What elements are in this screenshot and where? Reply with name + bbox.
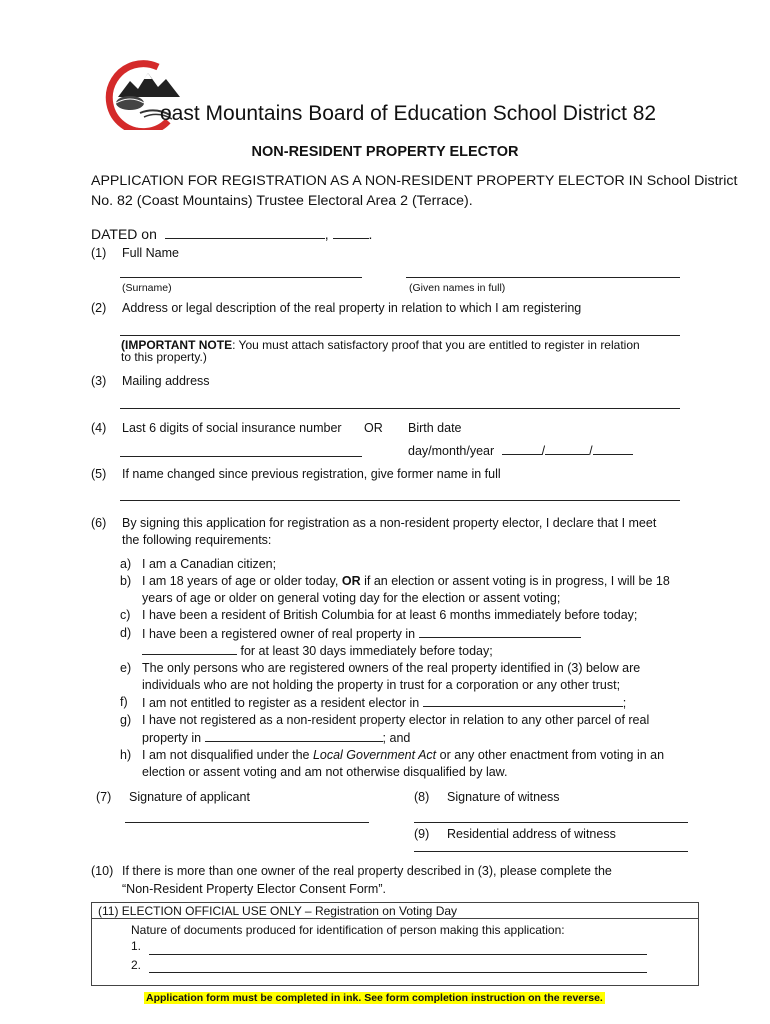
req-c-letter: c): [120, 608, 131, 622]
mailing-address-field[interactable]: [120, 408, 680, 409]
document-1-number: 1.: [131, 939, 142, 953]
important-note-label: (IMPORTANT NOTE: [121, 338, 233, 352]
document-1-field[interactable]: [149, 954, 647, 955]
item-9-number: (9): [414, 827, 430, 841]
req-b-text: [142, 574, 670, 588]
document-2-field[interactable]: [149, 972, 647, 973]
surname-field[interactable]: [120, 277, 362, 278]
item-4-number: (4): [91, 421, 107, 435]
surname-caption: (Surname): [122, 282, 172, 294]
date-slash-2: /: [589, 444, 593, 458]
nature-of-documents-label: Nature of documents produced for identification of person making this application:: [131, 923, 565, 937]
req-d-part-1: I have been a registered owner of real property in: [142, 627, 416, 641]
item-1-number: (1): [91, 246, 107, 260]
req-b-line-2: years of age or older on general voting day for the election or assent voting;: [142, 591, 561, 605]
item-2-label: Address or legal description of the real property in relation to which I am registering: [122, 301, 582, 315]
req-f-text: [142, 695, 626, 710]
req-d-jurisdiction-field-2[interactable]: [142, 643, 237, 655]
req-d-text: [142, 626, 581, 641]
given-names-caption: (Given names in full): [409, 282, 506, 294]
item-10-line-2: “Non-Resident Property Elector Consent Form”.: [122, 882, 386, 896]
req-a-letter: a): [120, 557, 132, 571]
official-use-label: (11) ELECTION OFFICIAL USE ONLY – Registration on Voting Day: [98, 904, 458, 918]
birth-month-field[interactable]: [545, 443, 589, 455]
item-6-number: (6): [91, 516, 107, 530]
req-g-letter: g): [120, 713, 132, 727]
req-b-part-2: if an election or assent voting is in progress, I will be 18: [364, 574, 670, 588]
witness-signature-field[interactable]: [414, 822, 688, 823]
birth-day-field[interactable]: [502, 443, 542, 455]
official-use-box: [91, 902, 699, 986]
birth-date-label: Birth date: [408, 421, 462, 435]
important-note-text: : You must attach satisfactory proof that you are entitled to register in relation: [232, 338, 640, 352]
req-h-line-2: election or assent voting and am not otherwise disqualified by law.: [142, 765, 508, 779]
req-b-letter: b): [120, 574, 132, 588]
item-7-label: Signature of applicant: [129, 790, 250, 804]
item-5-label: If name changed since previous registration, give former name in full: [122, 467, 501, 481]
req-b-part-1: I am 18 years of age or older today,: [142, 574, 339, 588]
dated-year-field[interactable]: [333, 227, 369, 239]
item-10-line-1: If there is more than one owner of the real property described in (3), please complete the: [122, 864, 612, 878]
dated-date-field[interactable]: [165, 227, 325, 239]
req-e-letter: e): [120, 661, 132, 675]
birth-year-field[interactable]: [593, 443, 633, 455]
org-name: oast Mountains Board of Education School District 82: [160, 102, 657, 125]
req-h-act-name: Local Government Act: [312, 748, 437, 762]
document-2-number: 2.: [131, 958, 142, 972]
req-h-text: [142, 748, 664, 762]
dated-label: DATED on: [91, 226, 157, 242]
req-d-line-2: [142, 643, 493, 658]
req-h-letter: h): [120, 748, 132, 762]
item-4-or: OR: [364, 421, 383, 435]
item-7-number: (7): [96, 790, 112, 804]
item-6-line-1: By signing this application for registration as a non-resident property elector, I declare that I meet: [122, 516, 657, 530]
item-6-line-2: the following requirements:: [122, 533, 272, 547]
witness-address-field[interactable]: [414, 851, 688, 852]
req-c-text: I have been a resident of British Columbia for at least 6 months immediately before today;: [142, 608, 638, 622]
req-g-text: I have not registered as a non-resident property elector in relation to any other parcel of real: [142, 713, 650, 727]
item-9-label: Residential address of witness: [447, 827, 616, 841]
req-g-part-2: property in: [142, 731, 202, 745]
dated-period: .: [368, 226, 373, 242]
intro-line-2: No. 82 (Coast Mountains) Trustee Electoral Area 2 (Terrace).: [91, 193, 473, 209]
req-d-part-2: for at least 30 days immediately before today;: [240, 644, 493, 658]
req-f-letter: f): [120, 695, 128, 709]
form-title: NON-RESIDENT PROPERTY ELECTOR: [251, 144, 519, 160]
item-8-number: (8): [414, 790, 430, 804]
req-f-semicolon: ;: [622, 696, 627, 710]
footer-note: Application form must be completed in ink. See form completion instruction on the reverse.: [146, 992, 603, 1004]
item-10-number: (10): [91, 864, 114, 878]
dated-comma: ,: [324, 226, 329, 242]
req-a-text: I am a Canadian citizen;: [142, 557, 277, 571]
req-g-field[interactable]: [205, 730, 383, 742]
sin-field[interactable]: [120, 456, 362, 457]
item-2-number: (2): [91, 301, 107, 315]
birth-date-row: [408, 443, 633, 458]
req-g-part-3: ; and: [382, 731, 411, 745]
date-slash-1: /: [541, 444, 546, 458]
req-e-text: The only persons who are registered owners of the real property identified in (3) below are: [142, 661, 641, 675]
dated-row: [91, 226, 372, 242]
req-e-line-2: individuals who are not holding the property in trust for a corporation or any other trust;: [142, 678, 621, 692]
given-names-field[interactable]: [406, 277, 680, 278]
req-h-part-1: I am not disqualified under the: [142, 748, 310, 762]
req-d-jurisdiction-field[interactable]: [419, 626, 581, 638]
req-h-part-2: or any other enactment from voting in an: [439, 748, 665, 762]
intro-line-1: APPLICATION FOR REGISTRATION AS A NON-RESIDENT PROPERTY ELECTOR IN School District: [91, 173, 738, 189]
date-format-label: day/month/year: [408, 444, 495, 458]
req-b-or: OR: [341, 574, 361, 588]
applicant-signature-field[interactable]: [125, 822, 369, 823]
property-address-field[interactable]: [120, 335, 680, 336]
item-4-label: Last 6 digits of social insurance number: [122, 421, 342, 435]
req-f-part-1: I am not entitled to register as a resident elector in: [142, 696, 420, 710]
req-d-letter: d): [120, 626, 132, 640]
former-name-field[interactable]: [120, 500, 680, 501]
item-5-number: (5): [91, 467, 107, 481]
important-note-line-2: to this property.): [121, 350, 207, 364]
item-3-label: Mailing address: [122, 374, 210, 388]
req-f-field[interactable]: [423, 695, 623, 707]
item-8-label: Signature of witness: [447, 790, 560, 804]
item-1-label: Full Name: [122, 246, 179, 260]
item-3-number: (3): [91, 374, 107, 388]
req-g-line-2: [142, 730, 410, 745]
